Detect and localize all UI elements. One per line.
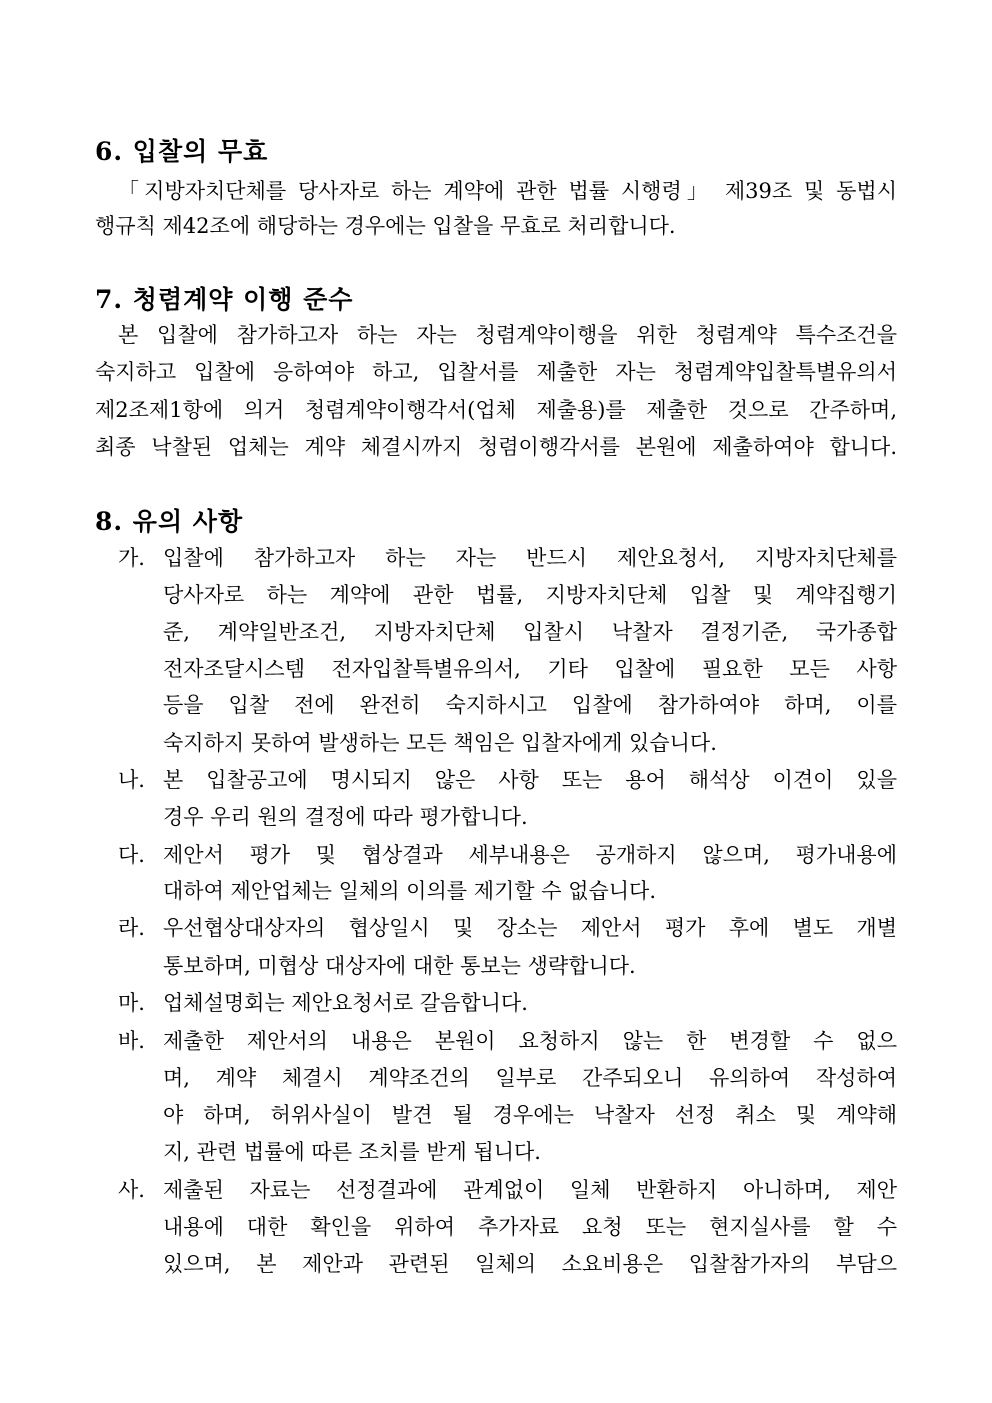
list-item-line: 당사자로 하는 계약에 관한 법률, 지방자치단체 입찰 및 계약집행기 (163, 583, 897, 607)
section-7-line-3: 제2조제1항에 의거 청렴계약이행각서(업체 제출용)를 제출한 것으로 간주하며, (95, 398, 897, 422)
list-item-sa (118, 1175, 897, 1205)
list-item-na (118, 765, 897, 795)
list-item-ma (118, 988, 897, 1018)
list-item-text: 제안서 평가 및 협상결과 세부내용은 공개하지 않으며, 평가내용에 (163, 843, 897, 867)
list-item-line: 전자조달시스템 전자입찰특별유의서, 기타 입찰에 필요한 모든 사항 (163, 657, 897, 681)
list-item-line: 숙지하지 못하여 발생하는 모든 책임은 입찰자에게 있습니다. (163, 731, 717, 755)
list-item-line: 대하여 제안업체는 일체의 이의를 제기할 수 없습니다. (163, 879, 657, 903)
list-marker: 라. (118, 916, 145, 940)
list-item-line: 며, 계약 체결시 계약조건의 일부로 간주되오니 유의하여 작성하여 (163, 1066, 897, 1090)
list-item-line: 준, 계약일반조건, 지방자치단체 입찰시 낙찰자 결정기준, 국가종합 (163, 620, 897, 644)
section-heading-6: 6. 입찰의 무효 (95, 137, 269, 166)
list-marker: 다. (118, 843, 145, 867)
list-marker: 사. (118, 1178, 145, 1202)
list-item-text: 제출된 자료는 선정결과에 관계없이 일체 반환하지 아니하며, 제안 (163, 1178, 897, 1202)
list-item-text: 우선협상대상자의 협상일시 및 장소는 제안서 평가 후에 별도 개별 (163, 916, 897, 940)
list-item-text: 제출한 제안서의 내용은 본원이 요청하지 않는 한 변경할 수 없으 (163, 1029, 897, 1053)
list-item-line: 있으며, 본 제안과 관련된 일체의 소요비용은 입찰참가자의 부담으 (163, 1252, 897, 1276)
list-item-text: 본 입찰공고에 명시되지 않은 사항 또는 용어 해석상 이견이 있을 (163, 768, 897, 792)
section-heading-7: 7. 청렴계약 이행 준수 (95, 285, 354, 314)
section-6-line-2: 행규칙 제42조에 해당하는 경우에는 입찰을 무효로 처리합니다. (95, 214, 676, 238)
list-item-line: 경우 우리 원의 결정에 따라 평가합니다. (163, 805, 528, 829)
list-item-line: 내용에 대한 확인을 위하여 추가자료 요청 또는 현지실사를 할 수 (163, 1215, 897, 1239)
list-item-line: 지, 관련 법률에 따른 조치를 받게 됩니다. (163, 1140, 541, 1164)
list-marker: 바. (118, 1029, 145, 1053)
section-7-line-2: 숙지하고 입찰에 응하여야 하고, 입찰서를 제출한 자는 청렴계약입찰특별유의서 (95, 360, 897, 384)
list-item-text: 입찰에 참가하고자 하는 자는 반드시 제안요청서, 지방자치단체를 (163, 546, 897, 570)
list-item-ba (118, 1026, 897, 1056)
list-marker: 마. (118, 991, 145, 1015)
list-item-line: 야 하며, 허위사실이 발견 될 경우에는 낙찰자 선정 취소 및 계약해 (163, 1103, 897, 1127)
list-item-da (118, 840, 897, 870)
section-heading-8: 8. 유의 사항 (95, 507, 244, 536)
list-marker: 나. (118, 768, 145, 792)
list-item-line: 등을 입찰 전에 완전히 숙지하시고 입찰에 참가하여야 하며, 이를 (163, 693, 897, 717)
list-item-text: 업체설명회는 제안요청서로 갈음합니다. (163, 991, 528, 1015)
list-item-ra (118, 913, 897, 943)
section-7-line-1: 본 입찰에 참가하고자 하는 자는 청렴계약이행을 위한 청렴계약 특수조건을 (118, 323, 897, 347)
list-marker: 가. (118, 546, 145, 570)
section-6-line-1: 「지방자치단체를 당사자로 하는 계약에 관한 법률 시행령」 제39조 및 동법시 (118, 179, 897, 203)
list-item-ga (118, 543, 897, 573)
list-item-line: 통보하며, 미협상 대상자에 대한 통보는 생략합니다. (163, 954, 636, 978)
section-7-line-4: 최종 낙찰된 업체는 계약 체결시까지 청렴이행각서를 본원에 제출하여야 합니다. (95, 435, 897, 459)
